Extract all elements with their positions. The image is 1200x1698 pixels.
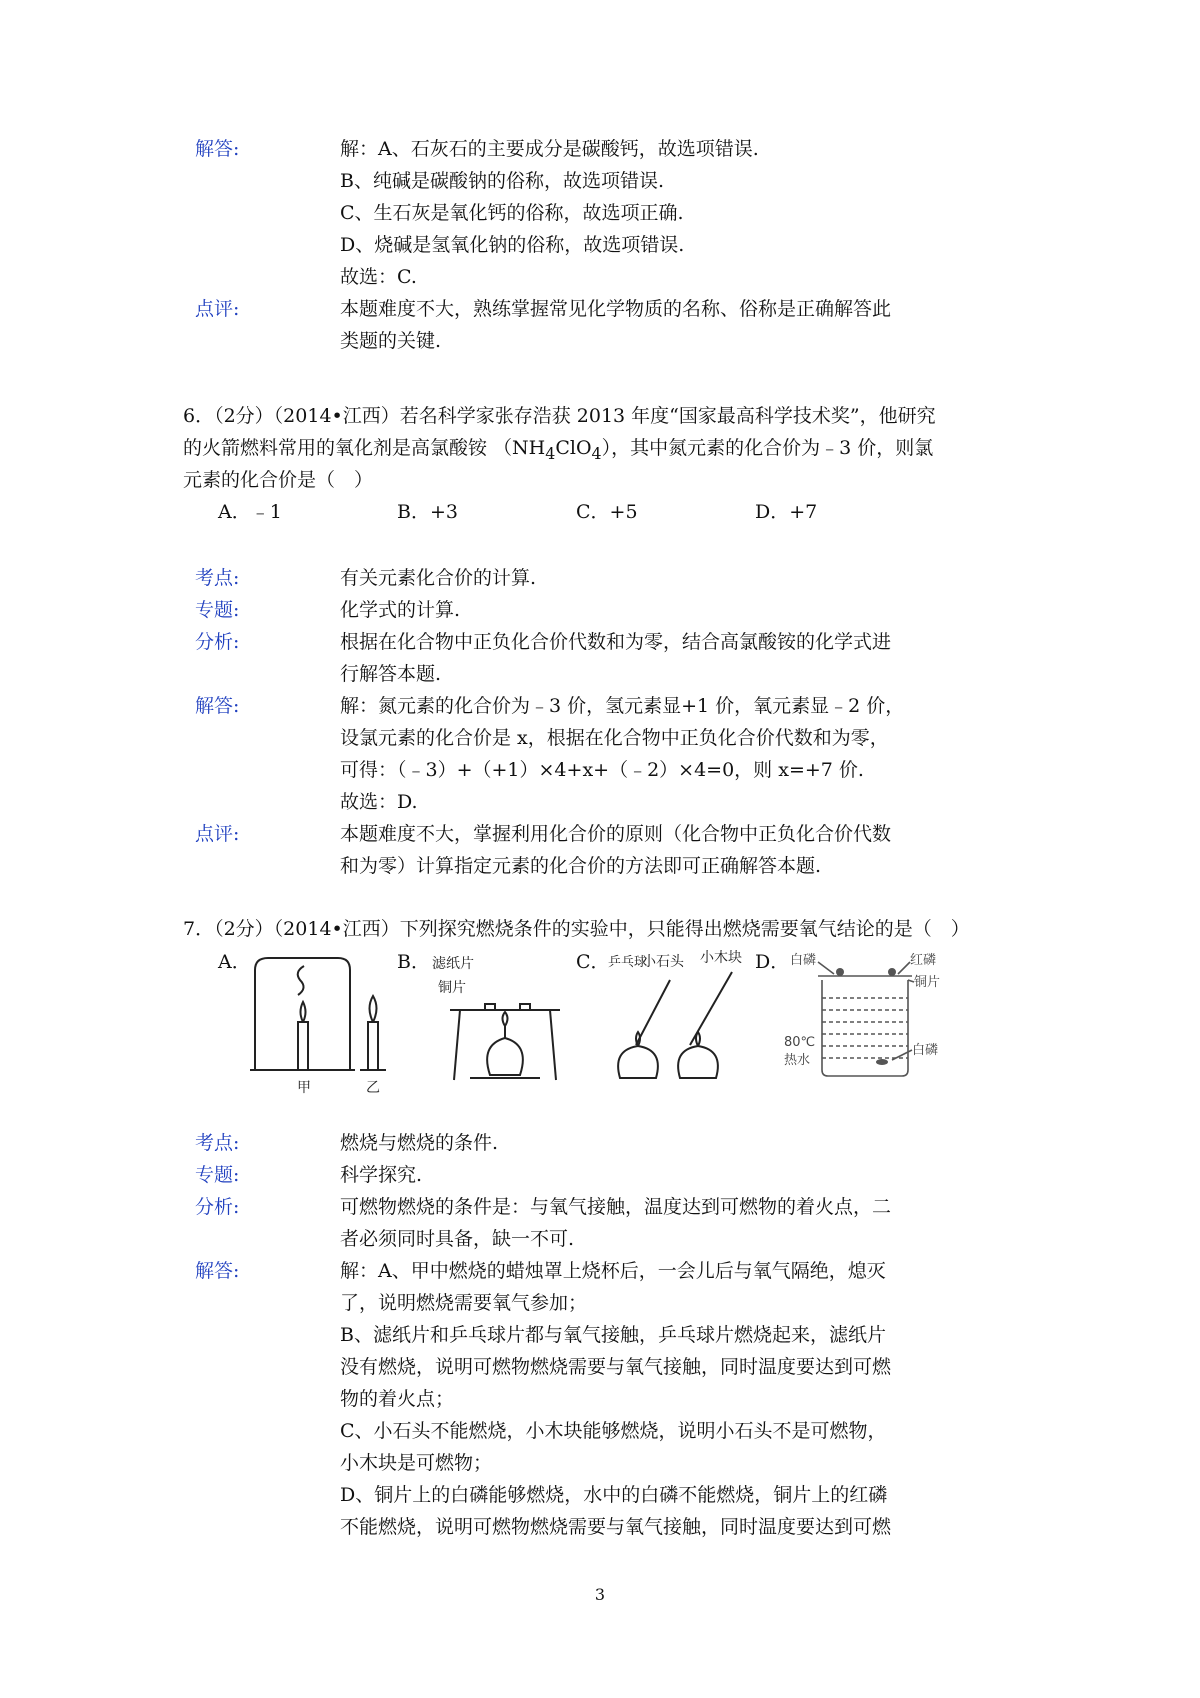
- figure-d-phosphorus-water: [782, 950, 957, 1100]
- kaodian-text: 燃烧与燃烧的条件.: [340, 1132, 499, 1154]
- figure-d-label-copper: 铜片: [914, 975, 941, 990]
- q6-option-a: A．﹣1: [218, 501, 282, 523]
- figure-b-label-copper: 铜片: [438, 980, 466, 996]
- answer-line: 故选：D.: [340, 791, 418, 813]
- answer-line: B、纯碱是碳酸钠的俗称，故选项错误.: [340, 170, 665, 192]
- answer-line: 不能燃烧，说明可燃物燃烧需要与氧气接触，同时温度要达到可燃: [340, 1516, 892, 1538]
- q6-option-d: D．+7: [755, 501, 818, 523]
- label-comment: 点评:: [195, 298, 240, 320]
- answer-line: 解：A、甲中燃烧的蜡烛罩上烧杯后，一会儿后与氧气隔绝，熄灭: [340, 1260, 886, 1282]
- q6-option-b: B．+3: [397, 501, 458, 523]
- figure-d-label-temp: 80℃: [784, 1035, 816, 1050]
- figure-a-label-yi: 乙: [366, 1080, 380, 1096]
- q7-stem: 7．（2分）（2014•江西）下列探究燃烧条件的实验中，只能得出燃烧需要氧气结论的是（ ）: [183, 918, 970, 940]
- label-answer: 解答:: [195, 695, 240, 717]
- answer-line: 设氯元素的化合价是 x，根据在化合物中正负化合价代数和为零，: [340, 727, 889, 749]
- figure-d-label-white2: 白磷: [912, 1043, 939, 1058]
- figure-d-label-white: 白磷: [790, 953, 817, 968]
- stem-text: 的火箭燃料常用的氧化剂是高氯酸铵 （NH: [183, 437, 546, 459]
- label-fenxi: 分析:: [195, 1196, 240, 1218]
- answer-line: D、烧碱是氢氧化钠的俗称，故选项错误.: [340, 234, 685, 256]
- figure-b-label-filter: 滤纸片: [432, 956, 474, 972]
- stem-text: ClO: [555, 437, 592, 459]
- stem-text: ），其中氮元素的化合价为﹣3 价，则氯: [601, 437, 934, 459]
- q6-stem-line3: 元素的化合价是（ ）: [183, 469, 374, 491]
- figure-c-label-wood: 小木块: [700, 950, 742, 966]
- q6-analysis-block: [0, 562, 1200, 882]
- comment-line: 类题的关键.: [340, 330, 442, 352]
- zhuanti-text: 化学式的计算.: [340, 599, 461, 621]
- label-comment: 点评:: [195, 823, 240, 845]
- kaodian-text: 有关元素化合价的计算.: [340, 567, 537, 589]
- answer-line: C、小石头不能燃烧，小木块能够燃烧，说明小石头不是可燃物，: [340, 1420, 887, 1442]
- answer-line: D、铜片上的白磷能够燃烧，水中的白磷不能燃烧，铜片上的红磷: [340, 1484, 888, 1506]
- q6-stem-line1: 6．（2分）（2014•江西）若名科学家张存浩获 2013 年度“国家最高科学技术奖”，他研究: [183, 405, 936, 427]
- fenxi-line: 可燃物燃烧的条件是：与氧气接触，温度达到可燃物的着火点，二: [340, 1196, 892, 1218]
- label-answer: 解答:: [195, 1260, 240, 1282]
- q7-fig-label-d: D．: [755, 951, 790, 973]
- label-answer: 解答:: [195, 138, 240, 160]
- figure-c-label-pingpong: 乒乓球: [608, 955, 648, 970]
- answer-line: 了，说明燃烧需要氧气参加；: [340, 1292, 588, 1314]
- label-kaodian: 考点:: [195, 1132, 240, 1154]
- comment-line: 本题难度不大，熟练掌握常见化学物质的名称、俗称是正确解答此: [340, 298, 892, 320]
- answer-line: 故选：C.: [340, 266, 417, 288]
- answer-line: 可得：（﹣3）+（+1）×4+x+（﹣2）×4=0，则 x=+7 价.: [340, 759, 864, 781]
- answer-line: 解：氮元素的化合价为﹣3 价，氢元素显+1 价，氧元素显﹣2 价，: [340, 695, 905, 717]
- label-fenxi: 分析:: [195, 631, 240, 653]
- q7-fig-label-c: C．: [576, 951, 610, 973]
- answer-line: B、滤纸片和乒乓球片都与氧气接触，乒乓球片燃烧起来，滤纸片: [340, 1324, 886, 1346]
- subscript: 4: [591, 443, 602, 463]
- q6-option-c: C．+5: [576, 501, 638, 523]
- page-number: 3: [594, 1585, 606, 1604]
- figure-d-label-red: 红磷: [910, 953, 937, 968]
- figure-a-candle-beaker: [250, 950, 390, 1100]
- q7-fig-label-a: A．: [218, 951, 251, 973]
- fenxi-line: 根据在化合物中正负化合价代数和为零，结合高氯酸铵的化学式进: [340, 631, 892, 653]
- answer-line: C、生石灰是氧化钙的俗称，故选项正确.: [340, 202, 684, 224]
- label-zhuanti: 专题:: [195, 599, 240, 621]
- q7-fig-label-b: B．: [397, 951, 430, 973]
- figure-a-label-jia: 甲: [297, 1080, 311, 1096]
- subscript: 4: [545, 443, 556, 463]
- comment-line: 和为零）计算指定元素的化合价的方法即可正确解答本题.: [340, 855, 822, 877]
- figure-b-copper-plate: [430, 950, 570, 1100]
- answer-line: 物的着火点；: [340, 1388, 455, 1410]
- q5-answer-block: [0, 133, 1200, 357]
- comment-line: 本题难度不大，掌握利用化合价的原则（化合物中正负化合价代数: [340, 823, 892, 845]
- figure-c-label-stone: 小石头: [642, 954, 684, 970]
- answer-line: 没有燃烧，说明可燃物燃烧需要与氧气接触，同时温度要达到可燃: [340, 1356, 892, 1378]
- figure-d-label-water: 热水: [784, 1053, 811, 1068]
- fenxi-line: 行解答本题.: [340, 663, 442, 685]
- q7-analysis-block: [0, 1127, 1200, 1543]
- label-zhuanti: 专题:: [195, 1164, 240, 1186]
- answer-line: 小木块是可燃物；: [340, 1452, 493, 1474]
- answer-line: 解：A、石灰石的主要成分是碳酸钙，故选项错误.: [340, 138, 759, 160]
- zhuanti-text: 科学探究.: [340, 1164, 423, 1186]
- figure-c-stone-wood: [608, 950, 748, 1100]
- fenxi-line: 者必须同时具备，缺一不可.: [340, 1228, 575, 1250]
- label-kaodian: 考点:: [195, 567, 240, 589]
